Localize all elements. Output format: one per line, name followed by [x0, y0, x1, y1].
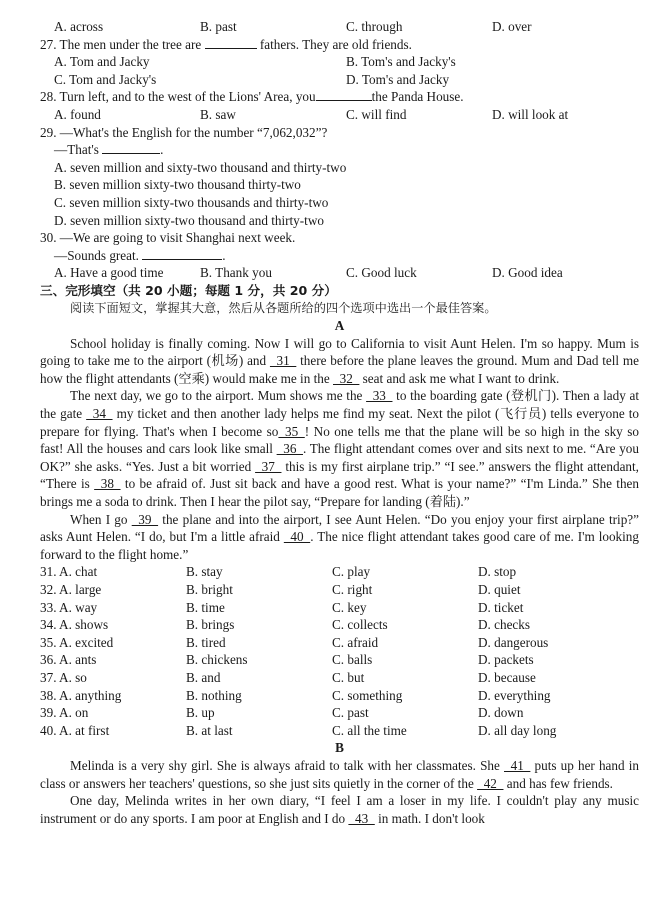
- option: 34. A. shows: [40, 617, 109, 633]
- option: D. will look at: [492, 106, 569, 122]
- paragraph-text: Melinda is a very shy girl. She is always afraid to talk with her classmates. She: [70, 757, 504, 773]
- answer-row: [40, 704, 639, 722]
- answer-row: [40, 687, 639, 705]
- option: C. but: [332, 669, 365, 685]
- option: D. stop: [478, 564, 517, 580]
- answer-row: [40, 563, 639, 581]
- answer-row: [40, 616, 639, 634]
- option: B. up: [186, 705, 215, 721]
- option: B. stay: [186, 564, 223, 580]
- blank-number: 42: [477, 775, 504, 791]
- q27-options-row1: [40, 53, 639, 71]
- option: 31. A. chat: [40, 564, 98, 580]
- option: C. play: [332, 564, 371, 580]
- option: B. seven million sixty-two thousand thirty-two: [54, 177, 301, 193]
- q26-options: [40, 18, 639, 36]
- blank-number: 37: [255, 458, 282, 474]
- paragraph-text: . The nice flight attendant takes good care of me. I'm looking forward to the flight home.”: [40, 529, 639, 562]
- option: 33. A. way: [40, 599, 98, 615]
- option: C. will find: [346, 106, 407, 122]
- option: D. seven million sixty-two thousand and thirty-two: [54, 212, 324, 228]
- option: 35. A. excited: [40, 634, 114, 650]
- passage-a-paragraph-2: [40, 387, 639, 510]
- option: 39. A. on: [40, 705, 89, 721]
- option: B. tired: [186, 634, 226, 650]
- option: A. found: [54, 106, 101, 122]
- paragraph-text: The next day, we go to the airport. Mum shows me the: [70, 388, 367, 404]
- blank-number: 32: [333, 370, 360, 386]
- option: B. saw: [200, 106, 236, 122]
- answer-options: [40, 563, 639, 739]
- answer-blank: [205, 36, 257, 49]
- option: D. packets: [478, 652, 534, 668]
- option: C. something: [332, 687, 403, 703]
- paragraph-text: When I go: [70, 511, 132, 527]
- paragraph-text: there before the plane leaves the ground. Mum and Dad tell me how the flight attendants (空乘) would make me in the: [40, 353, 640, 386]
- blank-number: 31: [269, 353, 297, 369]
- option: A. across: [54, 19, 104, 34]
- paragraph-text: School holiday is finally coming. Now I will go to California to visit Aunt Helen. I'm so happy. Mum is going to take me to the airport (机场) and: [40, 335, 639, 369]
- section-instruction: 阅读下面短文，掌握其大意，然后从各题所给的四个选项中选出一个最佳答案。: [70, 300, 497, 315]
- option: D. over: [492, 19, 532, 34]
- passage-b-paragraph-2: [40, 792, 639, 827]
- paragraph-text: to the boarding gate (登机门). Then a lady at the gate: [40, 388, 639, 422]
- option: D. Good idea: [492, 265, 563, 281]
- option: C. key: [332, 599, 367, 615]
- section-heading: 三、完形填空（共 20 小题；每题 1 分，共 20 分）: [40, 282, 337, 298]
- option: C. Tom and Jacky's: [54, 71, 157, 87]
- blank-number: 39: [131, 511, 159, 527]
- option: C. all the time: [332, 722, 407, 738]
- option: 40. A. at first: [40, 722, 110, 738]
- option: C. seven million sixty-two thousands and thirty-two: [54, 194, 329, 210]
- answer-row: [40, 634, 639, 652]
- option: 37. A. so: [40, 669, 87, 685]
- option: 32. A. large: [40, 582, 102, 597]
- blank-number: 35: [278, 423, 305, 439]
- paragraph-text: the plane and into the airport, I see Aunt Helen. “Do you enjoy your first airplane trip?” asks Aunt Helen. “I do, but I'm a little afraid: [40, 511, 639, 545]
- paragraph-text: . The flight attendant comes over and sits next to me. “Are you OK?” she asks. “Yes. Just a bit worried: [40, 441, 639, 474]
- question-30-reply: —Sounds great. .: [54, 247, 226, 263]
- paragraph-text: puts up her hand in class or answers her teachers' questions, so she just sits quietly in the corner of the: [40, 757, 639, 791]
- option: B. at last: [186, 722, 233, 738]
- blank-number: 36: [276, 441, 303, 457]
- option: 38. A. anything: [40, 687, 122, 703]
- q27-options-row2: [40, 71, 639, 89]
- option: C. afraid: [332, 634, 379, 650]
- blank-number: 34: [86, 406, 113, 422]
- answer-row: [40, 722, 639, 740]
- passage-b-paragraph-1: [40, 757, 639, 792]
- passage-a-paragraph-3: [40, 511, 639, 564]
- question-28: 28. Turn left, and to the west of the Lions' Area, you the Panda House.: [40, 89, 464, 105]
- option: D. dangerous: [478, 634, 549, 650]
- paragraph-text: One day, Melinda writes in her own diary, “I feel I am a loser in my life. I couldn't play any music instrument or do any sports. I am poor at English and I do: [40, 793, 639, 826]
- option: D. because: [478, 669, 536, 685]
- passage-a-paragraph-1: [40, 335, 639, 388]
- passage-label-b: B: [335, 740, 344, 756]
- question-30: 30. —We are going to visit Shanghai next week.: [40, 230, 296, 246]
- q30-options: [40, 264, 639, 282]
- option: A. seven million and sixty-two thousand and thirty-two: [54, 159, 347, 175]
- option: A. Have a good time: [54, 265, 164, 281]
- q28-options: [40, 106, 639, 124]
- blank-number: 38: [94, 476, 121, 492]
- option: D. checks: [478, 617, 530, 633]
- question-27: 27. The men under the tree are fathers. They are old friends.: [40, 36, 412, 52]
- answer-blank: [102, 141, 160, 154]
- option: B. nothing: [186, 687, 242, 703]
- answer-row: [40, 581, 639, 599]
- option: B. bright: [186, 582, 233, 597]
- paragraph-text: seat and ask me what I want to drink.: [359, 370, 560, 386]
- option: C. balls: [332, 652, 373, 668]
- paragraph-text: my ticket and then another lady helps me find my seat. Next the pilot (飞行员) tells everyone to prepare for flying. That's when I become so: [40, 406, 639, 439]
- blank-number: 33: [366, 388, 393, 404]
- answer-blank: [142, 247, 222, 260]
- passage-label-a: A: [334, 318, 345, 334]
- option: A. Tom and Jacky: [54, 54, 150, 70]
- paragraph-text: to be afraid of. Just sit back and have a good rest. What is your name?” “I'm Linda.” She then brings me a soda to drink. Then I hear the pilot say, “Prepare for landing (着陆).”: [40, 476, 639, 510]
- option: D. Tom's and Jacky: [346, 71, 450, 87]
- option: B. time: [186, 599, 225, 615]
- question-29-reply: —That's .: [54, 142, 164, 158]
- paragraph-text: in math. I don't look: [374, 810, 485, 826]
- answer-row: [40, 599, 639, 617]
- answer-row: [40, 651, 639, 669]
- answer-row: [40, 669, 639, 687]
- option: D. quiet: [478, 582, 521, 597]
- option: D. all day long: [478, 722, 557, 738]
- blank-number: 40: [283, 529, 311, 545]
- option: B. brings: [186, 617, 235, 633]
- option: D. everything: [478, 687, 551, 703]
- blank-number: 43: [348, 810, 375, 826]
- option: B. past: [200, 19, 237, 34]
- option: B. and: [186, 669, 221, 685]
- option: C. collects: [332, 617, 388, 633]
- option: B. Tom's and Jacky's: [346, 54, 456, 70]
- option: D. ticket: [478, 599, 524, 615]
- option: B. chickens: [186, 652, 248, 668]
- answer-blank: [316, 88, 372, 101]
- option: C. Good luck: [346, 265, 417, 281]
- paragraph-text: and has few friends.: [503, 775, 613, 791]
- option: 36. A. ants: [40, 652, 97, 668]
- option: C. right: [332, 582, 373, 597]
- paragraph-text: this is my first airplane trip.” “I see.” answers the flight attendant, “There is: [40, 458, 639, 492]
- blank-number: 41: [504, 757, 531, 773]
- option: B. Thank you: [200, 265, 272, 281]
- option: D. down: [478, 705, 524, 721]
- question-29: 29. —What's the English for the number “7,062,032”?: [40, 124, 328, 140]
- option: C. through: [346, 19, 403, 34]
- option: C. past: [332, 705, 369, 721]
- paragraph-text: ! No one tells me that the plane will be so high in the sky so fast! All the houses and cars look like small: [40, 423, 640, 457]
